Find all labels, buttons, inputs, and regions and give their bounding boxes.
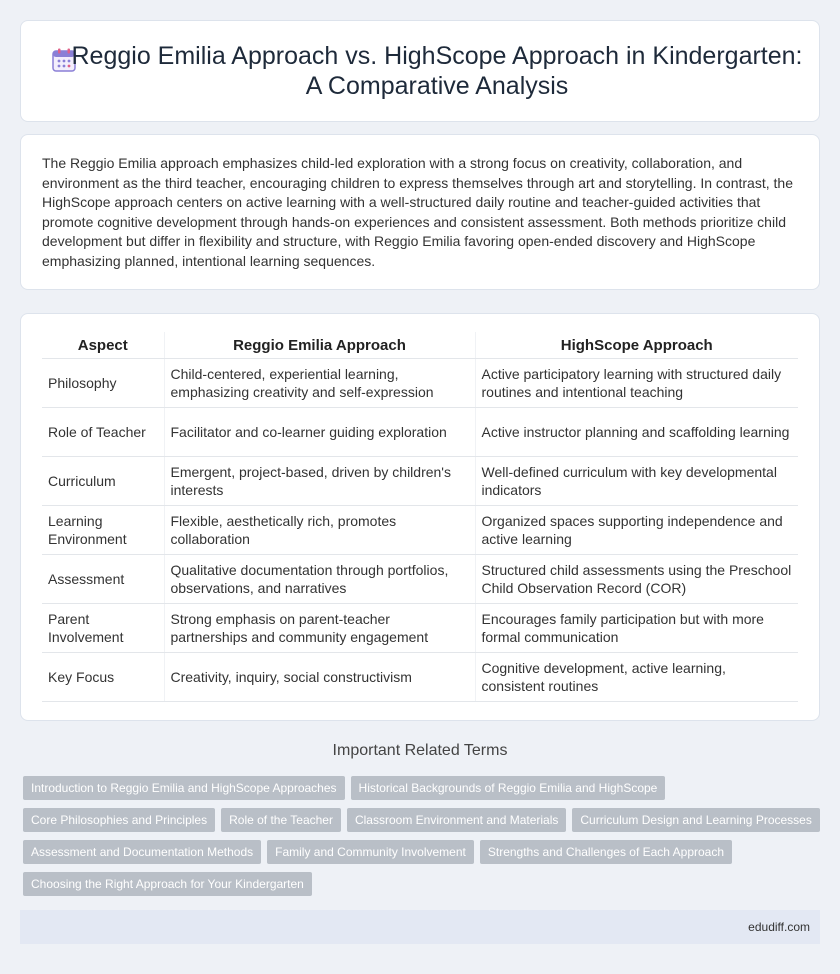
footer-brand-link[interactable]: edudiff.com <box>748 920 810 934</box>
related-term-link[interactable]: Classroom Environment and Materials <box>347 808 566 832</box>
header-card <box>20 20 820 122</box>
footer <box>20 910 820 944</box>
column-header-highscope: HighScope Approach <box>475 332 798 358</box>
table-row <box>42 603 798 652</box>
reggio-cell: Strong emphasis on parent-teacher partnerships and community engagement <box>164 603 475 652</box>
table-row <box>42 358 798 407</box>
reggio-cell: Child-centered, experiential learning, emphasizing creativity and self-expression <box>164 358 475 407</box>
table-header-row <box>42 332 798 358</box>
reggio-cell: Emergent, project-based, driven by children's interests <box>164 456 475 505</box>
intro-paragraph: The Reggio Emilia approach emphasizes child-led exploration with a strong focus on creativity, collaboration, and environment as the third teacher, encouraging children to express themselves through art and storytelling. In contrast, the HighScope approach centers on active learning with a well-structured daily routine and teacher-guided activities that promote cognitive development through hands-on experiences and consistent assessment. Both methods prioritize child development but differ in flexibility and structure, with Reggio Emilia favoring open-ended discovery and HighScope emphasizing planned, intentional learning sequences. <box>42 155 793 269</box>
column-header-aspect: Aspect <box>42 332 164 358</box>
table-row <box>42 456 798 505</box>
related-terms-title: Important Related Terms <box>332 742 508 759</box>
column-header-reggio: Reggio Emilia Approach <box>164 332 475 358</box>
table-row <box>42 505 798 554</box>
highscope-cell: Structured child assessments using the Preschool Child Observation Record (COR) <box>475 554 798 603</box>
related-term-link[interactable]: Core Philosophies and Principles <box>23 808 215 832</box>
highscope-cell: Active instructor planning and scaffolding learning <box>475 407 798 456</box>
reggio-cell: Qualitative documentation through portfolios, observations, and narratives <box>164 554 475 603</box>
related-term-link[interactable]: Introduction to Reggio Emilia and HighScope Approaches <box>23 776 345 800</box>
related-term-link[interactable]: Historical Backgrounds of Reggio Emilia and HighScope <box>351 776 666 800</box>
related-term-link[interactable]: Assessment and Documentation Methods <box>23 840 261 864</box>
reggio-cell: Facilitator and co-learner guiding exploration <box>164 407 475 456</box>
related-term-link[interactable]: Role of the Teacher <box>221 808 341 832</box>
page-title: Reggio Emilia Approach vs. HighScope Approach in Kindergarten: A Comparative Analysis <box>71 42 803 100</box>
aspect-cell: Parent Involvement <box>42 603 164 652</box>
table-row <box>42 407 798 456</box>
related-term-link[interactable]: Strengths and Challenges of Each Approach <box>480 840 732 864</box>
reggio-cell: Creativity, inquiry, social constructivism <box>164 652 475 701</box>
highscope-cell: Active participatory learning with structured daily routines and intentional teaching <box>475 358 798 407</box>
reggio-cell: Flexible, aesthetically rich, promotes collaboration <box>164 505 475 554</box>
aspect-cell: Assessment <box>42 554 164 603</box>
highscope-cell: Encourages family participation but with more formal communication <box>475 603 798 652</box>
table-row <box>42 554 798 603</box>
related-terms-list <box>23 776 823 896</box>
aspect-cell: Philosophy <box>42 358 164 407</box>
intro-card <box>20 134 820 290</box>
related-term-link[interactable]: Family and Community Involvement <box>267 840 474 864</box>
aspect-cell: Key Focus <box>42 652 164 701</box>
comparison-table-card <box>20 313 820 721</box>
highscope-cell: Cognitive development, active learning, consistent routines <box>475 652 798 701</box>
related-term-link[interactable]: Curriculum Design and Learning Processes <box>572 808 819 832</box>
highscope-cell: Well-defined curriculum with key developmental indicators <box>475 456 798 505</box>
highscope-cell: Organized spaces supporting independence and active learning <box>475 505 798 554</box>
aspect-cell: Curriculum <box>42 456 164 505</box>
aspect-cell: Learning Environment <box>42 505 164 554</box>
table-row <box>42 652 798 701</box>
aspect-cell: Role of Teacher <box>42 407 164 456</box>
related-term-link[interactable]: Choosing the Right Approach for Your Kindergarten <box>23 872 312 896</box>
comparison-table <box>42 332 798 702</box>
